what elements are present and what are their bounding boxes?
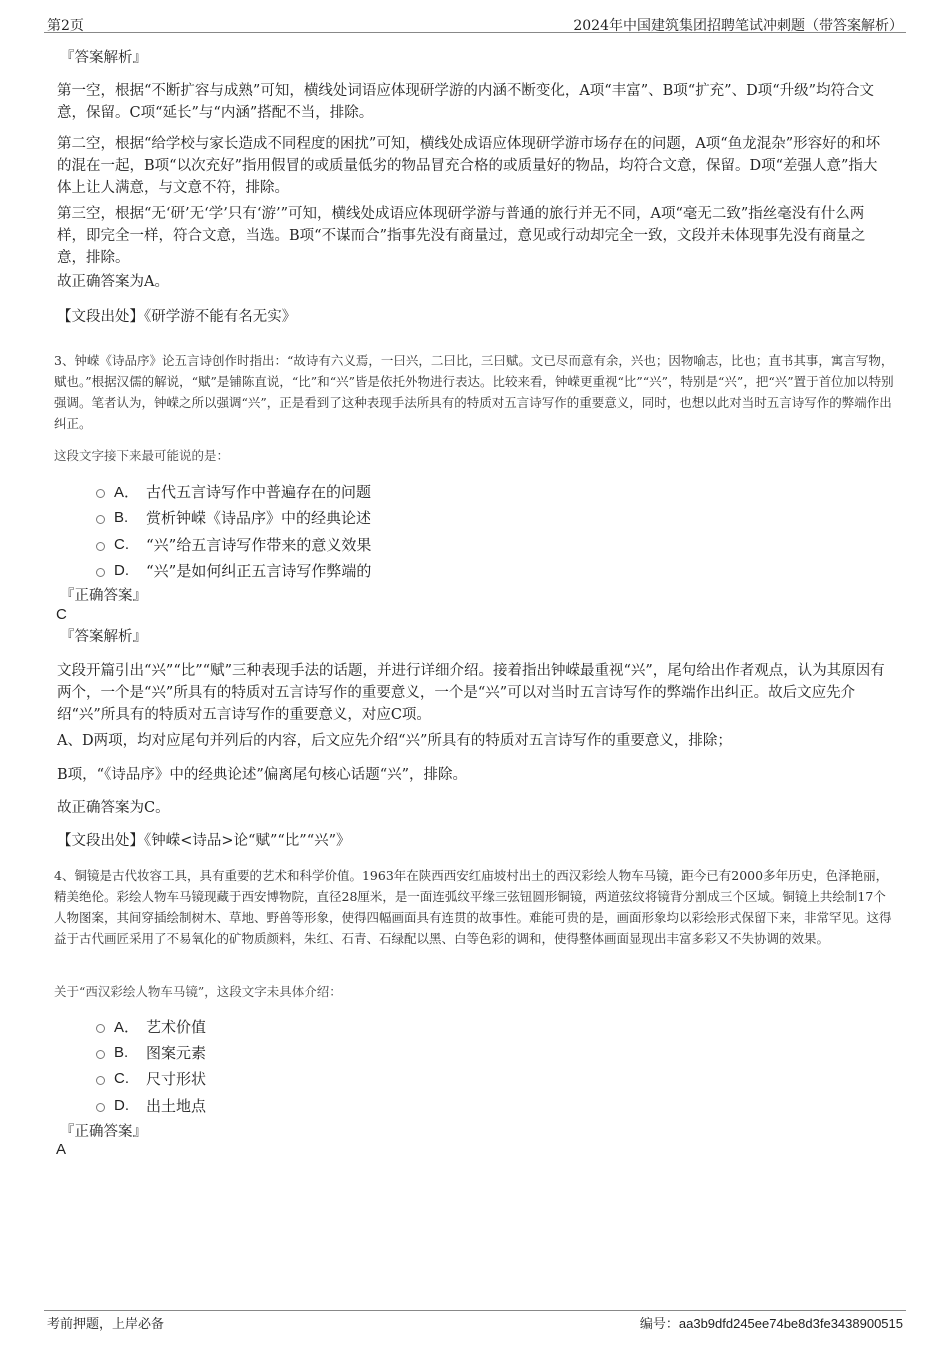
option-letter: C. [114, 536, 129, 553]
option-letter: A． [114, 484, 140, 501]
question-prompt: 这段文字接下来最可能说的是： [54, 448, 230, 463]
header-divider [44, 32, 906, 33]
radio-icon[interactable] [96, 542, 105, 551]
correct-answer-heading: 『正确答案』 [60, 588, 147, 604]
code-label: 编号： [639, 1317, 679, 1332]
source-citation: 【文段出处】《钟嵘<诗品>论“赋”“比”“兴”》 [57, 833, 351, 849]
analysis-paragraph: 第三空，根据“无‘研’无‘学’只有‘游’”可知，横线处成语应体现研学游与普通的旅行并无不同，A项“毫无二致”指丝毫没有什么两样，即完全一样，符合文意，当选。B项“不谋而合”指事先没有商量过，意见或行动却完全一致，文段并未体现事先没有商量之意，排除。 [57, 206, 866, 266]
option-text: 出土地点 [146, 1097, 207, 1115]
footer-divider [44, 1310, 906, 1311]
radio-icon[interactable] [96, 1103, 105, 1112]
radio-icon[interactable] [96, 489, 105, 498]
option-letter: A． [114, 1019, 140, 1036]
correct-answer-heading: 『正确答案』 [60, 1124, 147, 1140]
option-letter: D. [114, 562, 129, 579]
question-stem: 4、铜镜是古代妆容工具，具有重要的艺术和科学价值。1963年在陕西西安红庙坡村出土的西汉彩绘人物车马镜，距今已有2000多年历史，色泽艳丽，精美绝伦。彩绘人物车马镜现藏于西安博物院，直径28厘米，是一面连弧纹平缘三弦钮圆形铜镜，两道弦纹将镜背分割成三个区域。铜镜上共绘制17个人物图案，其间穿插绘制树木、草地、野兽等形象，使得四幅画面具有连贯的故事性。难能可贵的是，画面形象均以彩绘形式保留下来，非常罕见。这得益于古代画匠采用了不易氧化的矿物质颜料，朱红、石青、石绿配以黑、白等色彩的调和，使得整体画面显现出丰富多彩又不失协调的效果。 [54, 868, 892, 946]
analysis-heading: 『答案解析』 [60, 629, 147, 645]
radio-icon[interactable] [96, 1076, 105, 1085]
option-letter: B. [114, 509, 129, 526]
option-text: 赏析钟嵘《诗品序》中的经典论述 [146, 509, 372, 527]
option-a[interactable] [96, 481, 371, 502]
option-text: 图案元素 [146, 1044, 207, 1062]
analysis-paragraph: B项，“《诗品序》中的经典论述”偏离尾句核心话题“兴”，排除。 [57, 767, 468, 783]
analysis-paragraph: A、D两项，均对应尾句并列后的内容，后文应先介绍“兴”所具有的特质对五言诗写作的重要意义，排除； [57, 733, 732, 749]
option-text: 尺寸形状 [146, 1070, 207, 1088]
page-number: 第2页 [47, 18, 84, 34]
option-b[interactable] [96, 1042, 206, 1063]
radio-icon[interactable] [96, 1024, 105, 1033]
option-text: 艺术价值 [146, 1018, 207, 1036]
question-prompt: 关于“西汉彩绘人物车马镜”，这段文字未具体介绍： [54, 984, 342, 999]
option-letter: D. [114, 1097, 129, 1114]
option-text: 古代五言诗写作中普遍存在的问题 [146, 483, 372, 501]
answer-conclusion: 故正确答案为A。 [57, 274, 169, 290]
option-text: “兴”是如何纠正五言诗写作弊端的 [146, 562, 372, 580]
option-a[interactable] [96, 1016, 206, 1037]
code-value: aa3b9dfd245ee74be8d3fe3438900515 [678, 1316, 903, 1331]
answer-conclusion: 故正确答案为C。 [57, 800, 170, 816]
option-d[interactable] [96, 560, 371, 581]
option-letter: B. [114, 1044, 129, 1061]
analysis-paragraph: 第二空，根据“给学校与家长造成不同程度的困扰”可知，横线处成语应体现研学游市场存在的问题，A项“鱼龙混杂”形容好的和坏的混在一起，B项“以次充好”指用假冒的或质量低劣的物品冒充合格的或质量好的物品，均符合文意，保留。D项“差强人意”指大体上让人满意，与文意不符，排除。 [57, 136, 881, 196]
option-text: “兴”给五言诗写作带来的意义效果 [146, 536, 372, 554]
option-letter: C. [114, 1070, 129, 1087]
analysis-paragraph: 文段开篇引出“兴”“比”“赋”三种表现手法的话题，并进行详细介绍。接着指出钟嵘最重视“兴”，尾句给出作者观点，认为其原因有两个，一个是“兴”所具有的特质对五言诗写作的重要意义，一个是“兴”可以对当时五言诗写作的弊端作出纠正。故后文应先介绍“兴”所具有的特质对五言诗写作的重要意义，对应C项。 [57, 663, 885, 723]
correct-answer: C [56, 606, 67, 623]
source-citation: 【文段出处】《研学游不能有名无实》 [57, 309, 297, 325]
document-title: 2024年中国建筑集团招聘笔试冲刺题（带答案解析） [573, 18, 903, 34]
radio-icon[interactable] [96, 568, 105, 577]
option-c[interactable] [96, 534, 371, 555]
option-c[interactable] [96, 1068, 206, 1089]
option-b[interactable] [96, 507, 371, 528]
document-code [640, 1313, 903, 1332]
analysis-heading: 『答案解析』 [60, 50, 147, 66]
footer-slogan: 考前押题，上岸必备 [47, 1317, 165, 1332]
radio-icon[interactable] [96, 515, 105, 524]
analysis-paragraph: 第一空，根据“不断扩容与成熟”可知，横线处词语应体现研学游的内涵不断变化，A项“丰富”、B项“扩充”、D项“升级”均符合文意，保留。C项“延长”与“内涵”搭配不当，排除。 [57, 83, 875, 121]
radio-icon[interactable] [96, 1050, 105, 1059]
question-stem: 3、钟嵘《诗品序》论五言诗创作时指出：“故诗有六义焉，一曰兴，二曰比，三曰赋。文已尽而意有余，兴也；因物喻志，比也；直书其事，寓言写物，赋也。”根据汉儒的解说，“赋”是铺陈直说，“比”和“兴”皆是依托外物进行表达。比较来看，钟嵘更重视“比”“兴”，特别是“兴”，把“兴”置于首位加以特别强调。笔者认为，钟嵘之所以强调“兴”，正是看到了这种表现手法所具有的特质对五言诗写作的重要意义，同时，也想以此对当时五言诗写作的弊端作出纠正。 [54, 353, 894, 431]
correct-answer: A [56, 1141, 67, 1158]
option-d[interactable] [96, 1095, 206, 1116]
